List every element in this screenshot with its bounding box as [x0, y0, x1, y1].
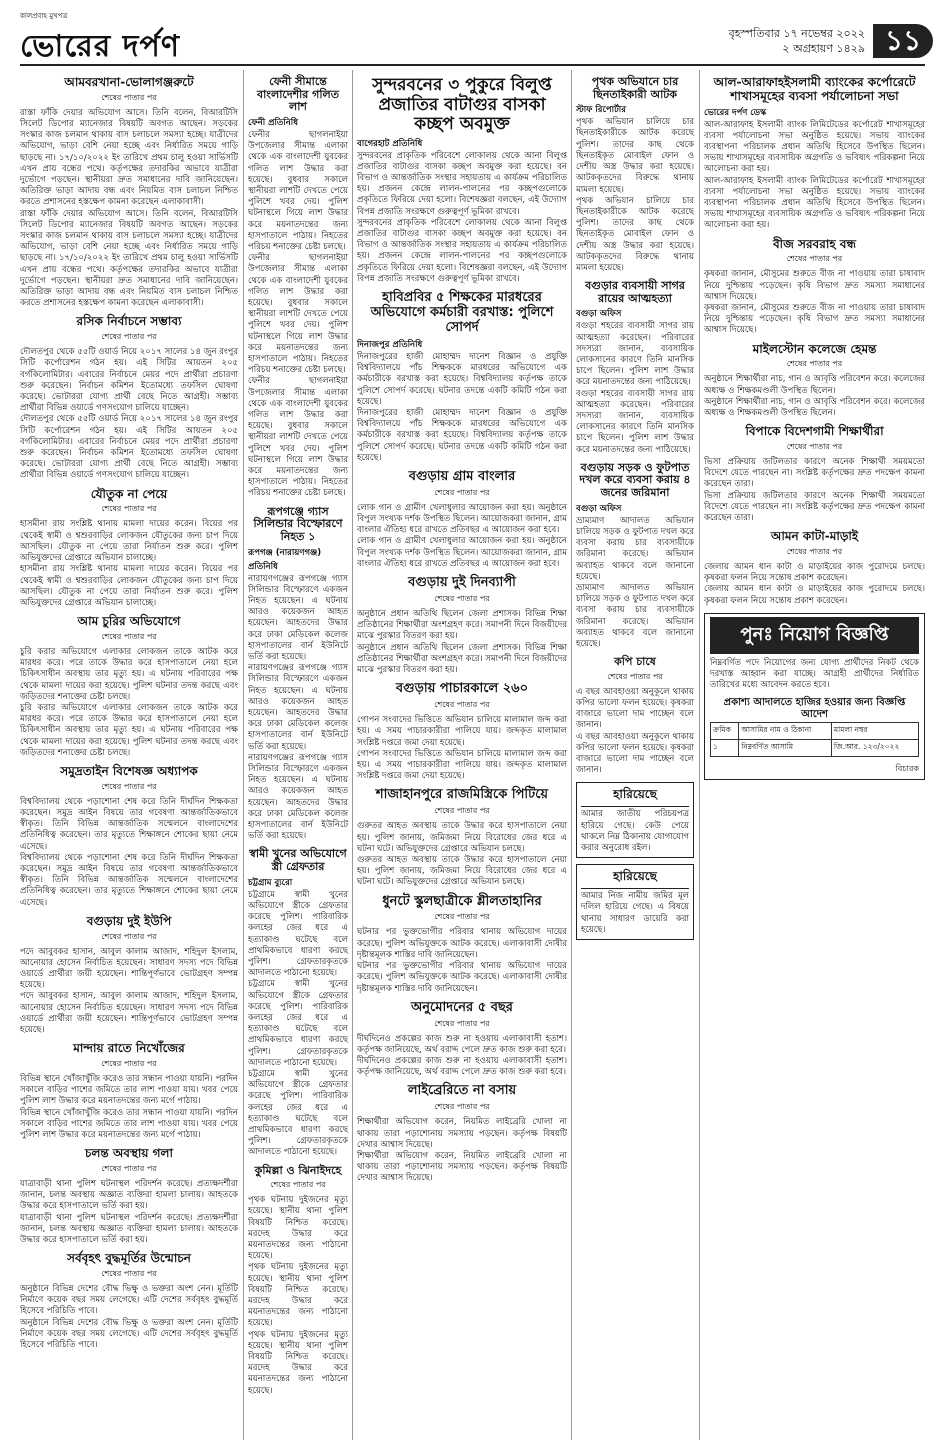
story-body: দৌলতপুর থেকে ৫৫টি ওয়ার্ড নিয়ে ২০১৭ সালের ১৪ জুন রংপুর সিটি কর্পোরেশন গঠন হয়। এই সিটির আয়তন ২০৫ বর্গকিলোমিটার। এবারের নির্বাচনে মেয়র পদে প্রার্থীরা প্রচারণা শুরু করেছেন। নির্বাচন কমিশন ইতোমধ্যে তফসিল ঘোষণা করেছে। ভোটাররা যোগ্য প্রার্থী বেছে নিতে আগ্রহী। সম্ভাব্য প্রার্থীরা বিভিন্ন ওয়ার্ডে গণসংযোগ চালিয়ে যাচ্ছেন। [20, 414, 238, 481]
news-story [704, 530, 925, 607]
story-body: গুরুতর আহত অবস্থায় তাকে উদ্ধার করে হাসপাতালে নেয়া হয়। পুলিশ জানায়, জমিজমা নিয়ে বিরোধের জের ধরে এ ঘটনা ঘটে। অভিযুক্তদের গ্রেপ্তারে অভিযান চলছে। [357, 821, 567, 854]
column-divider [571, 70, 572, 1440]
story-continuation: শেষের পাতার পর [101, 1269, 157, 1279]
story-body: পৃথক অভিযান চালিয়ে চার ছিনতাইকারীকে আটক করেছে পুলিশ। তাদের কাছ থেকে ছিনতাইকৃত মোবাইল ফোন ও দেশীয় অস্ত্র উদ্ধার করা হয়েছে। আটককৃতদের বিরুদ্ধে থানায় মামলা হয়েছে। [576, 117, 694, 195]
story-headline: আল-আরাফাহইসলামী ব্যাংকের কর্পোরেটে শাখাসমূহের ব্যবসা পর্যালোচনা সভা [713, 75, 916, 103]
story-body: চট্টগ্রামে স্বামী খুনের অভিযোগে স্ত্রীকে গ্রেফতার করেছে পুলিশ। পারিবারিক কলহের জের ধরে এ হত্যাকাণ্ড ঘটেছে বলে প্রাথমিকভাবে ধারণা করছে পুলিশ। গ্রেফতারকৃতকে আদালতে পাঠানো হয়েছে। [248, 1068, 348, 1158]
news-story [704, 238, 925, 337]
story-continuation: শেষের পাতার পর [270, 1180, 326, 1190]
story-body: অনুষ্ঠানে শিক্ষার্থীরা নাচ, গান ও আবৃত্তি পরিবেশন করে। কলেজের অধ্যক্ষ ও শিক্ষকমণ্ডলী উপস্থিত ছিলেন। [704, 396, 925, 419]
table-cell: ১ [711, 740, 739, 757]
news-story [704, 76, 925, 232]
story-headline: শাজাহানপুরে রাজমিস্ত্রিকে পিটিয়ে [375, 787, 549, 803]
story-body: অনুষ্ঠানে শিক্ষার্থীরা নাচ, গান ও আবৃত্তি পরিবেশন করে। কলেজের অধ্যক্ষ ও শিক্ষকমণ্ডলী উপস্থিত ছিলেন। [704, 374, 925, 396]
ad-subtitle: প্রকাশ্য আদালতে হাজির হওয়ার জন্য বিজ্ঞপ্তি আদেশ [723, 697, 906, 720]
news-story [357, 1001, 567, 1079]
news-story [576, 462, 694, 650]
story-continuation: শেষের পাতার পর [786, 442, 843, 452]
column-divider [699, 70, 700, 1440]
column-divider [352, 70, 353, 1440]
story-body: পৃথক ঘটনায় দুইজনের মৃত্যু হয়েছে। স্থানীয় থানা পুলিশ বিষয়টি নিশ্চিত করেছে। মরদেহ উদ্ধার করে ময়নাতদন্তের জন্য পাঠানো হয়েছে। [248, 1329, 348, 1396]
table-header-cell: মামলা নম্বর [831, 723, 918, 740]
lost-notice-heading: হারিয়েছে [581, 786, 689, 807]
news-story [248, 1165, 348, 1397]
story-body: সুন্দরবনের প্রাকৃতিক পরিবেশে লোকালয় থেকে আনা বিলুপ্ত প্রজাতির বাটাগুর বাসকা কচ্ছপ অবমুক্ত করা হয়েছে। বন বিভাগ ও আন্তর্জাতিক সংস্থার সহায়তায় এ কার্যক্রম পরিচালিত হয়। প্রজনন কেন্দ্রে লালন-পালনের পর কচ্ছপগুলোকে প্রকৃতিতে ফিরিয়ে দেয়া হলো। বিশেষজ্ঞরা বলছেন, এই উদ্যোগ বিপন্ন প্রজাতি সংরক্ষণে গুরুত্বপূর্ণ ভূমিকা রাখবে। [357, 217, 567, 284]
news-story [704, 343, 925, 420]
story-headline: ধুনটে স্কুলছাত্রীকে শ্লীলতাহানির [382, 893, 542, 909]
story-headline: হাবিপ্রবির ৫ শিক্ষকের মারধরের অভিযোগে কর্মচারী বরখাস্ত: পুলিশে সোপর্দ [370, 290, 554, 335]
story-body: নারায়ণগঞ্জের রূপগঞ্জে গ্যাস সিলিন্ডার বিস্ফোরণে একজন নিহত হয়েছেন। এ ঘটনায় আরও কয়েকজন আহত হয়েছেন। আহতদের উদ্ধার করে ঢাকা মেডিকেল কলেজ হাসপাতালের বার্ন ইউনিটে ভর্তি করা হয়েছে। [248, 573, 348, 662]
story-body: লোক গান ও গ্রামীণ খেলাধুলার আয়োজন করা হয়। অনুষ্ঠানে বিপুল সংখ্যক দর্শক উপস্থিত ছিলেন। আয়োজকরা জানান, গ্রাম বাংলার ঐতিহ্য ধরে রাখতে প্রতিবছর এ আয়োজন করা হবে। [357, 502, 567, 536]
story-body: পৃথক অভিযান চালিয়ে চার ছিনতাইকারীকে আটক করেছে পুলিশ। তাদের কাছ থেকে ছিনতাইকৃত মোবাইল ফোন ও দেশীয় অস্ত্র উদ্ধার করা হয়েছে। আটককৃতদের বিরুদ্ধে থানায় মামলা হয়েছে। [576, 195, 694, 273]
story-headline: যৌতুক না পেয়ে [90, 486, 168, 501]
date-bengali: ২ অগ্রহায়ণ ১৪২৯ [782, 42, 865, 55]
lost-notice [576, 864, 694, 940]
story-headline: বগুড়ার ব্যবসায়ী সাগর রায়ের আত্মহত্যা [585, 279, 685, 305]
story-headline: রূপগঞ্জে গ্যাস সিলিন্ডার বিস্ফোরণে নিহত ১ [253, 504, 343, 543]
news-story [357, 788, 567, 888]
story-body: এ বছর আবহাওয়া অনুকূলে থাকায় কপির ভালো ফলন হয়েছে। কৃষকরা বাজারে ভালো দাম পাচ্ছেন বলে জানান। [576, 731, 694, 776]
story-body: এ বছর আবহাওয়া অনুকূলে থাকায় কপির ভালো ফলন হয়েছে। কৃষকরা বাজারে ভালো দাম পাচ্ছেন বলে জানান। [576, 686, 694, 731]
story-body: দিনাজপুরের হাজী মোহাম্মদ দানেশ বিজ্ঞান ও প্রযুক্তি বিশ্ববিদ্যালয়ে পাঁচ শিক্ষককে মারধরের অভিযোগে এক কর্মচারীকে বরখাস্ত করা হয়েছে। বিশ্ববিদ্যালয় কর্তৃপক্ষ তাকে পুলিশে সোপর্দ করেছে। ঘটনার তদন্তে একটি কমিটি গঠন করা হয়েছে। [357, 351, 567, 407]
story-continuation: শেষের পাতার পর [434, 1018, 490, 1028]
story-body: চুরি করার অভিযোগে এলাকার লোকজন তাকে আটক করে মারধর করে। পরে তাকে উদ্ধার করে হাসপাতালে নেয়া হলে চিকিৎসাধীন অবস্থায় তার মৃত্যু হয়। এ ঘটনায় পরিবারের পক্ষ থেকে মামলা দায়ের করা হয়েছে। পুলিশ ঘটনার তদন্ত করছে এবং জড়িতদের শনাক্তের চেষ্টা চলছে। [20, 702, 238, 758]
story-continuation: শেষের পাতার পর [101, 332, 157, 342]
news-story [20, 765, 238, 909]
news-story [20, 1147, 238, 1246]
story-headline: আম চুরির অভিযোগে [77, 614, 181, 629]
story-headline: সুন্দরবনের ৩ পুকুরে বিলুপ্ত প্রজাতির বাটাগুর বাসকা কচ্ছপ অবমুক্ত [372, 75, 552, 135]
story-body: ফেনীর ছাগলনাইয়া উপজেলার সীমান্ত এলাকা থেকে এক বাংলাদেশী যুবকের গলিত লাশ উদ্ধার করা হয়েছে। বুধবার সকালে স্থানীয়রা লাশটি দেখতে পেয়ে পুলিশে খবর দেয়। পুলিশ ঘটনাস্থলে গিয়ে লাশ উদ্ধার করে ময়নাতদন্তের জন্য হাসপাতালে পাঠায়। নিহতের পরিচয় শনাক্তের চেষ্টা চলছে। [248, 253, 348, 376]
ad-table [710, 722, 919, 757]
story-continuation: শেষের পাতার পর [607, 671, 663, 681]
story-body: দৌলতপুর থেকে ৫৫টি ওয়ার্ড নিয়ে ২০১৭ সালের ১৪ জুন রংপুর সিটি কর্পোরেশন গঠন হয়। এই সিটির আয়তন ২০৫ বর্গকিলোমিটার। এবারের নির্বাচনে মেয়র পদে প্রার্থীরা প্রচারণা শুরু করেছেন। নির্বাচন কমিশন ইতোমধ্যে তফসিল ঘোষণা করেছে। ভোটাররা যোগ্য প্রার্থী বেছে নিতে আগ্রহী। সম্ভাব্য প্রার্থীরা বিভিন্ন ওয়ার্ডে গণসংযোগ চালিয়ে যাচ্ছেন। [20, 347, 238, 414]
story-headline: চলন্ত অবস্থায় গলা [85, 1146, 173, 1161]
story-byline: স্টাফ রিপোর্টার [576, 105, 626, 116]
story-headline: বগুড়ায় পাচারকালে ২৬০ [395, 681, 529, 697]
story-continuation: শেষের পাতার পর [434, 806, 490, 816]
column-3 [357, 70, 567, 1191]
news-story [576, 76, 694, 274]
news-story [20, 488, 238, 609]
story-body: হাসমীনা রায় সংশ্লিষ্ট থানায় মামলা দায়ের করেন। বিয়ের পর থেকেই স্বামী ও শ্বশুরবাড়ির লোকজন যৌতুকের জন্য চাপ দিয়ে আসছিল। যৌতুক না পেয়ে তারা নির্যাতন শুরু করে। পুলিশ অভিযুক্তদের গ্রেপ্তারে অভিযান চালাচ্ছে। [20, 564, 238, 608]
story-continuation: শেষের পাতার পর [786, 547, 843, 557]
story-body: সুন্দরবনের প্রাকৃতিক পরিবেশে লোকালয় থেকে আনা বিলুপ্ত প্রজাতির বাটাগুর বাসকা কচ্ছপ অবমুক্ত করা হয়েছে। বন বিভাগ ও আন্তর্জাতিক সংস্থার সহায়তায় এ কার্যক্রম পরিচালিত হয়। প্রজনন কেন্দ্রে লালন-পালনের পর কচ্ছপগুলোকে প্রকৃতিতে ফিরিয়ে দেয়া হলো। বিশেষজ্ঞরা বলছেন, এই উদ্যোগ বিপন্ন প্রজাতি সংরক্ষণে গুরুত্বপূর্ণ ভূমিকা রাখবে। [357, 150, 567, 217]
story-body: যাত্রাবাড়ী থানা পুলিশ ঘটনাস্থল পরিদর্শন করেছে। প্রত্যক্ষদর্শীরা জানান, চলন্ত অবস্থায় অজ্ঞাত ব্যক্তিরা হামলা চালায়। আহতকে উদ্ধার করে হাসপাতালে ভর্তি করা হয়। [20, 1212, 238, 1246]
news-story [357, 895, 567, 995]
story-continuation: শেষের পাতার পর [101, 931, 157, 941]
story-body: হাসমীনা রায় সংশ্লিষ্ট থানায় মামলা দায়ের করেন। বিয়ের পর থেকেই স্বামী ও শ্বশুরবাড়ির লোকজন যৌতুকের জন্য চাপ দিয়ে আসছিল। যৌতুক না পেয়ে তারা নির্যাতন শুরু করে। পুলিশ অভিযুক্তদের গ্রেপ্তারে অভিযান চালাচ্ছে। [20, 519, 238, 564]
story-body: লোক গান ও গ্রামীণ খেলাধুলার আয়োজন করা হয়। অনুষ্ঠানে বিপুল সংখ্যক দর্শক উপস্থিত ছিলেন। আয়োজকরা জানান, গ্রাম বাংলার ঐতিহ্য ধরে রাখতে প্রতিবছর এ আয়োজন করা হবে। [357, 536, 567, 569]
story-byline: বাগেরহাট প্রতিনিধি [357, 138, 423, 149]
story-headline: বগুড়ায় সড়ক ও ফুটপাত দখল করে ব্যবসা করায় ৪ জনের জরিমানা [579, 460, 691, 500]
story-headline: বগুড়ায় দুই ইউপি [86, 913, 172, 928]
story-headline: মাইলস্টোন কলেজে হেমন্ত [752, 341, 877, 356]
recruitment-ad [704, 613, 925, 781]
ad-body: নিম্নবর্ণিত পদে নিয়োগের জন্য যোগ্য প্রার্থীদের নিকট থেকে দরখাস্ত আহ্বান করা যাচ্ছে। আগ্রহী প্রার্থীদের নির্ধারিত তারিখের মধ্যে আবেদন করতে হবে। [710, 657, 919, 691]
news-story [357, 470, 567, 570]
news-story [357, 291, 567, 464]
news-story [357, 1084, 567, 1184]
masthead [0, 0, 945, 70]
story-continuation: শেষের পাতার পর [434, 912, 490, 922]
ad-signature: বিচারক [895, 764, 919, 774]
story-continuation: শেষের পাতার পর [101, 1164, 157, 1173]
lost-notice-heading: হারিয়েছে [581, 868, 689, 889]
story-body: জেলায় আমন ধান কাটা ও মাড়াইয়ের কাজ পুরোদমে চলছে। কৃষকরা ফলন নিয়ে সন্তোষ প্রকাশ করেছেন। [704, 562, 925, 584]
story-body: চট্টগ্রামে স্বামী খুনের অভিযোগে স্ত্রীকে গ্রেফতার করেছে পুলিশ। পারিবারিক কলহের জের ধরে এ হত্যাকাণ্ড ঘটেছে বলে প্রাথমিকভাবে ধারণা করছে পুলিশ। গ্রেফতারকৃতকে আদালতে পাঠানো হয়েছে। [248, 889, 348, 979]
news-story [248, 506, 348, 843]
story-byline: ভোরের দর্পণ ডেস্ক [704, 107, 767, 118]
story-body: রাস্তা ফাঁকি দেয়ার অভিযোগ আসে। তিনি বলেন, বিআরটিসি সিলেট ডিপোর ম্যানেজার বিষয়টি অবগত আছেন। সড়কের সংস্কার কাজ চলমান থাকায় বাস চলাচলে সমস্যা হচ্ছে। যাত্রীদের অভিযোগ, ভাড়া বেশি নেয়া হচ্ছে এবং নির্ধারিত সময়ে গাড়ি ছাড়ছে না। ১৭/১০/২০২২ ইং তারিখে প্রথম চালু হওয়া সার্ভিসটি এখন প্রায় বন্ধের পথে। কর্তৃপক্ষের তদারকির অভাবে যাত্রীরা দুর্ভোগে পড়ছেন। স্থানীয়রা দ্রুত সমাধানের দাবি জানিয়েছেন। অতিরিক্ত ভাড়া আদায় বন্ধ এবং নিয়মিত বাস চলাচল নিশ্চিত করতে প্রশাসনের হস্তক্ষেপ কামনা করেছেন এলাকাবাসী। [20, 107, 238, 208]
table-header-cell: আসামির নাম ও ঠিকানা [739, 723, 832, 740]
story-headline: কপি চাষে [614, 655, 656, 669]
story-body: পদে আবুবকর হাসান, আবুল কালাম আজাদ, শহিদুল ইসলাম, আনোয়ার হোসেন নির্বাচিত হয়েছেন। সাধারণ সদস্য পদে বিভিন্ন ওয়ার্ডে প্রার্থীরা জয়ী হয়েছেন। শান্তিপূর্ণভাবে ভোটগ্রহণ সম্পন্ন হয়েছে। [20, 946, 238, 991]
story-body: আল-আরাফাহ ইসলামী ব্যাংক লিমিটেডের কর্পোরেট শাখাসমূহের ব্যবসা পর্যালোচনা সভা অনুষ্ঠিত হয়েছে। সভায় ব্যাংকের ব্যবস্থাপনা পরিচালক প্রধান অতিথি হিসেবে উপস্থিত ছিলেন। সভায় শাখাসমূহের ব্যবসায়িক অগ্রগতি ও ভবিষ্যৎ পরিকল্পনা নিয়ে আলোচনা করা হয়। [704, 119, 925, 175]
story-body: কৃষকরা জানান, মৌসুমের শুরুতে বীজ না পাওয়ায় তারা চাষাবাদ নিয়ে দুশ্চিন্তায় পড়েছেন। কৃষি বিভাগ দ্রুত সমস্যা সমাধানের আশ্বাস দিয়েছে। [704, 303, 925, 336]
story-headline: স্বামী খুনের অভিযোগে স্ত্রী গ্রেফতার [249, 847, 347, 874]
column-4 [576, 70, 694, 940]
story-body: অনুষ্ঠানে বিভিন্ন দেশের বৌদ্ধ ভিক্ষু ও ভক্তরা অংশ নেন। মূর্তিটি নির্মাণে কয়েক বছর সময় লেগেছে। এটি দেশের সর্ববৃহৎ বুদ্ধমূর্তি হিসেবে পরিচিতি পাবে। [20, 1317, 238, 1351]
news-story [357, 682, 567, 782]
story-headline: আমবরখানা-ভোলাগঞ্জরুটে [64, 75, 194, 89]
story-body: বগুড়া শহরের ব্যবসায়ী সাগর রায় আত্মহত্যা করেছেন। পরিবারের সদস্যরা জানান, ব্যবসায়িক লোকসানের কারণে তিনি মানসিক চাপে ছিলেন। পুলিশ লাশ উদ্ধার করে ময়নাতদন্তের জন্য পাঠিয়েছে। [576, 388, 694, 455]
story-body: ভিসা প্রক্রিয়ায় জটিলতার কারণে অনেক শিক্ষার্থী সময়মতো বিদেশে যেতে পারছেন না। সংশ্লিষ্ট কর্তৃপক্ষের দ্রুত পদক্ষেপ কামনা করেছেন তারা। [704, 490, 925, 524]
story-byline: রূপগঞ্জ (নারায়ণগঞ্জ) প্রতিনিধি [248, 547, 322, 572]
story-body: গোপন সংবাদের ভিত্তিতে অভিযান চালিয়ে মালামাল জব্দ করা হয়। এ সময় পাচারকারীরা পালিয়ে যায়। জব্দকৃত মালামাল সংশ্লিষ্ট দপ্তরে জমা দেয়া হয়েছে। [357, 715, 567, 748]
story-body: আল-আরাফাহ ইসলামী ব্যাংক লিমিটেডের কর্পোরেট শাখাসমূহের ব্যবসা পর্যালোচনা সভা অনুষ্ঠিত হয়েছে। সভায় ব্যাংকের ব্যবস্থাপনা পরিচালক প্রধান অতিথি হিসেবে উপস্থিত ছিলেন। সভায় শাখাসমূহের ব্যবসায়িক অগ্রগতি ও ভবিষ্যৎ পরিকল্পনা নিয়ে আলোচনা করা হয়। [704, 175, 925, 231]
story-headline: লাইব্রেরিতে না বসায় [407, 1083, 517, 1099]
news-story [576, 280, 694, 456]
news-story [576, 656, 694, 776]
story-body: বিভিন্ন স্থানে খোঁজাখুঁজি করেও তার সন্ধান পাওয়া যায়নি। পরদিন সকালে বাড়ির পাশের জমিতে তার লাশ পাওয়া যায়। খবর পেয়ে পুলিশ লাশ উদ্ধার করে ময়নাতদন্তের জন্য মর্গে পাঠায়। [20, 1107, 238, 1140]
news-story [248, 76, 348, 500]
story-byline: ফেনী প্রতিনিধি [248, 117, 298, 128]
date-gregorian: বৃহস্পতিবার ১৭ নভেম্বর ২০২২ [728, 27, 865, 40]
table-cell: জি.আর. ১২৩/২০২২ [831, 740, 918, 757]
story-headline: কুমিল্লা ও ঝিনাইদহে [254, 1163, 342, 1177]
story-body: ভিসা প্রক্রিয়ায় জটিলতার কারণে অনেক শিক্ষার্থী সময়মতো বিদেশে যেতে পারছেন না। সংশ্লিষ্ট কর্তৃপক্ষের দ্রুত পদক্ষেপ কামনা করেছেন তারা। [704, 457, 925, 490]
story-byline: দিনাজপুর প্রতিনিধি [357, 339, 423, 350]
story-body: দীর্ঘদিনেও প্রকল্পের কাজ শুরু না হওয়ায় এলাকাবাসী হতাশ। কর্তৃপক্ষ জানিয়েছে, অর্থ বরাদ্দ পেলে দ্রুত কাজ শুরু করা হবে। [357, 1033, 567, 1055]
story-body: গোপন সংবাদের ভিত্তিতে অভিযান চালিয়ে মালামাল জব্দ করা হয়। এ সময় পাচারকারীরা পালিয়ে যায়। জব্দকৃত মালামাল সংশ্লিষ্ট দপ্তরে জমা দেয়া হয়েছে। [357, 748, 567, 782]
story-body: অনুষ্ঠানে বিভিন্ন দেশের বৌদ্ধ ভিক্ষু ও ভক্তরা অংশ নেন। মূর্তিটি নির্মাণে কয়েক বছর সময় লেগেছে। এটি দেশের সর্ববৃহৎ বুদ্ধমূর্তি হিসেবে পরিচিতি পাবে। [20, 1284, 238, 1317]
news-story [357, 576, 567, 676]
story-headline: সমুদ্রতাইন বিশেষজ্ঞ অধ্যাপক [60, 763, 198, 778]
story-continuation: শেষের পাতার পর [434, 1102, 490, 1112]
story-continuation: শেষের পাতার পর [101, 631, 157, 641]
story-body: কৃষকরা জানান, মৌসুমের শুরুতে বীজ না পাওয়ায় তারা চাষাবাদ নিয়ে দুশ্চিন্তায় পড়েছেন। কৃষি বিভাগ দ্রুত সমস্যা সমাধানের আশ্বাস দিয়েছে। [704, 269, 925, 302]
story-body: নারায়ণগঞ্জের রূপগঞ্জে গ্যাস সিলিন্ডার বিস্ফোরণে একজন নিহত হয়েছেন। এ ঘটনায় আরও কয়েকজন আহত হয়েছেন। আহতদের উদ্ধার করে ঢাকা মেডিকেল কলেজ হাসপাতালের বার্ন ইউনিটে ভর্তি করা হয়েছে। [248, 752, 348, 842]
news-story [704, 425, 925, 524]
lost-notice-body: আমার জাতীয় পরিচয়পত্র হারিয়ে গেছে। কেউ পেয়ে থাকলে নিম্ন ঠিকানায় যোগাযোগ করার অনুরোধ রইল। [581, 809, 689, 854]
story-body: ঘটনার পর ভুক্তভোগীর পরিবার থানায় অভিযোগ দায়ের করেছে। পুলিশ অভিযুক্তকে আটক করেছে। এলাকাবাসী দোষীর দৃষ্টান্তমূলক শাস্তির দাবি জানিয়েছেন। [357, 927, 567, 960]
story-body: অনুষ্ঠানে প্রধান অতিথি ছিলেন জেলা প্রশাসক। বিভিন্ন শিক্ষা প্রতিষ্ঠানের শিক্ষার্থীরা অংশগ্রহণ করে। সমাপনী দিনে বিজয়ীদের মাঝে পুরস্কার বিতরণ করা হয়। [357, 642, 567, 676]
story-body: পৃথক ঘটনায় দুইজনের মৃত্যু হয়েছে। স্থানীয় থানা পুলিশ বিষয়টি নিশ্চিত করেছে। মরদেহ উদ্ধার করে ময়নাতদন্তের জন্য পাঠানো হয়েছে। [248, 1262, 348, 1329]
story-body: বিশ্ববিদ্যালয় থেকে পড়াশোনা শেষ করে তিনি দীর্ঘদিন শিক্ষকতা করেছেন। সমুদ্র আইন বিষয়ে তার গবেষণা আন্তর্জাতিকভাবে স্বীকৃত। তিনি বিভিন্ন আন্তর্জাতিক সম্মেলনে বাংলাদেশের প্রতিনিধিত্ব করেছেন। তার মৃত্যুতে শিক্ষাঙ্গনে শোকের ছায়া নেমে এসেছে। [20, 796, 238, 852]
story-body: ভ্রাম্যমাণ আদালত অভিযান চালিয়ে সড়ক ও ফুটপাত দখল করে ব্যবসা করায় চার ব্যবসায়ীকে জরিমানা করেছে। অভিযান অব্যাহত থাকবে বলে জানানো হয়েছে। [576, 582, 694, 649]
story-body: পৃথক ঘটনায় দুইজনের মৃত্যু হয়েছে। স্থানীয় থানা পুলিশ বিষয়টি নিশ্চিত করেছে। মরদেহ উদ্ধার করে ময়নাতদন্তের জন্য পাঠানো হয়েছে। [248, 1195, 348, 1262]
column-2 [248, 70, 348, 1403]
story-body: শিক্ষার্থীরা অভিযোগ করেন, নিয়মিত লাইব্রেরি খোলা না থাকায় তারা পড়াশোনায় সমস্যায় পড়ছেন। কর্তৃপক্ষ বিষয়টি দেখার আশ্বাস দিয়েছে। [357, 1117, 567, 1150]
story-continuation: শেষের পাতার পর [434, 487, 490, 497]
column-divider [243, 70, 244, 1440]
story-body: দিনাজপুরের হাজী মোহাম্মদ দানেশ বিজ্ঞান ও প্রযুক্তি বিশ্ববিদ্যালয়ে পাঁচ শিক্ষককে মারধরের অভিযোগে এক কর্মচারীকে বরখাস্ত করা হয়েছে। বিশ্ববিদ্যালয় কর্তৃপক্ষ তাকে পুলিশে সোপর্দ করেছে। ঘটনার তদন্তে একটি কমিটি গঠন করা হয়েছে। [357, 407, 567, 463]
story-body: বগুড়া শহরের ব্যবসায়ী সাগর রায় আত্মহত্যা করেছেন। পরিবারের সদস্যরা জানান, ব্যবসায়িক লোকসানের কারণে তিনি মানসিক চাপে ছিলেন। পুলিশ লাশ উদ্ধার করে ময়নাতদন্তের জন্য পাঠিয়েছে। [576, 321, 694, 388]
story-body: জেলায় আমন ধান কাটা ও মাড়াইয়ের কাজ পুরোদমে চলছে। কৃষকরা ফলন নিয়ে সন্তোষ প্রকাশ করেছেন। [704, 584, 925, 606]
news-story [20, 76, 238, 309]
story-headline: সর্ববৃহৎ বুদ্ধমূর্তির উন্মোচন [67, 1251, 191, 1266]
story-headline: মান্দায় রাতে নিখোঁজের [73, 1041, 185, 1056]
news-story [248, 848, 348, 1158]
story-continuation: শেষের পাতার পর [101, 781, 157, 791]
news-story [20, 1252, 238, 1351]
date-block [729, 26, 865, 56]
story-continuation: শেষের পাতার পর [434, 594, 490, 604]
story-body: অনুষ্ঠানে প্রধান অতিথি ছিলেন জেলা প্রশাসক। বিভিন্ন শিক্ষা প্রতিষ্ঠানের শিক্ষার্থীরা অংশগ্রহণ করে। সমাপনী দিনে বিজয়ীদের মাঝে পুরস্কার বিতরণ করা হয়। [357, 609, 567, 642]
column-1 [20, 70, 238, 1357]
story-continuation: শেষের পাতার পর [101, 504, 157, 514]
page-number: ১১ [873, 24, 933, 58]
story-headline: রসিক নির্বাচনে সম্ভাব্য [76, 314, 182, 329]
news-story [20, 615, 238, 759]
story-body: গুরুতর আহত অবস্থায় তাকে উদ্ধার করে হাসপাতালে নেয়া হয়। পুলিশ জানায়, জমিজমা নিয়ে বিরোধের জের ধরে এ ঘটনা ঘটে। অভিযুক্তদের গ্রেপ্তারে অভিযান চলছে। [357, 854, 567, 888]
lost-notice [576, 782, 694, 858]
story-headline: অনুমোদনের ৫ বছর [411, 999, 513, 1015]
story-headline: বগুড়ায় দুই দিনব্যাপী [408, 575, 516, 591]
story-byline: বগুড়া অফিস [576, 309, 622, 320]
table-header-cell: ক্রমিক [711, 723, 739, 740]
story-body: চট্টগ্রামে স্বামী খুনের অভিযোগে স্ত্রীকে গ্রেফতার করেছে পুলিশ। পারিবারিক কলহের জের ধরে এ হত্যাকাণ্ড ঘটেছে বলে প্রাথমিকভাবে ধারণা করছে পুলিশ। গ্রেফতারকৃতকে আদালতে পাঠানো হয়েছে। [248, 979, 348, 1068]
newspaper-name: ভোরের দর্পণ [20, 29, 180, 64]
story-continuation: শেষের পাতার পর [434, 700, 490, 710]
news-story [20, 315, 238, 481]
story-byline: চট্টগ্রাম ব্যুরো [248, 877, 293, 888]
story-continuation: শেষের পাতার পর [101, 92, 157, 102]
story-continuation: শেষের পাতার পর [101, 1058, 157, 1068]
story-body: যাত্রাবাড়ী থানা পুলিশ ঘটনাস্থল পরিদর্শন করেছে। প্রত্যক্ষদর্শীরা জানান, চলন্ত অবস্থায় অজ্ঞাত ব্যক্তিরা হামলা চালায়। আহতকে উদ্ধার করে হাসপাতালে ভর্তি করা হয়। [20, 1179, 238, 1212]
story-byline: বগুড়া অফিস [576, 503, 622, 514]
story-headline: আমন কাটা-মাড়াই [770, 529, 859, 544]
news-story [20, 1042, 238, 1141]
story-body: দীর্ঘদিনেও প্রকল্পের কাজ শুরু না হওয়ায় এলাকাবাসী হতাশ। কর্তৃপক্ষ জানিয়েছে, অর্থ বরাদ্দ পেলে দ্রুত কাজ শুরু করা হবে। [357, 1056, 567, 1078]
story-body: ফেনীর ছাগলনাইয়া উপজেলার সীমান্ত এলাকা থেকে এক বাংলাদেশী যুবকের গলিত লাশ উদ্ধার করা হয়েছে। বুধবার সকালে স্থানীয়রা লাশটি দেখতে পেয়ে পুলিশে খবর দেয়। পুলিশ ঘটনাস্থলে গিয়ে লাশ উদ্ধার করে ময়নাতদন্তের জন্য হাসপাতালে পাঠায়। নিহতের পরিচয় শনাক্তের চেষ্টা চলছে। [248, 129, 348, 252]
story-headline: বীজ সরবরাহ বন্ধ [773, 236, 856, 251]
story-body: চুরি করার অভিযোগে এলাকার লোকজন তাকে আটক করে মারধর করে। পরে তাকে উদ্ধার করে হাসপাতালে নেয়া হলে চিকিৎসাধীন অবস্থায় তার মৃত্যু হয়। এ ঘটনায় পরিবারের পক্ষ থেকে মামলা দায়ের করা হয়েছে। পুলিশ ঘটনার তদন্ত করছে এবং জড়িতদের শনাক্তের চেষ্টা চলছে। [20, 646, 238, 702]
story-body: রাস্তা ফাঁকি দেয়ার অভিযোগ আসে। তিনি বলেন, বিআরটিসি সিলেট ডিপোর ম্যানেজার বিষয়টি অবগত আছেন। সড়কের সংস্কার কাজ চলমান থাকায় বাস চলাচলে সমস্যা হচ্ছে। যাত্রীদের অভিযোগ, ভাড়া বেশি নেয়া হচ্ছে এবং নির্ধারিত সময়ে গাড়ি ছাড়ছে না। ১৭/১০/২০২২ ইং তারিখে প্রথম চালু হওয়া সার্ভিসটি এখন প্রায় বন্ধের পথে। কর্তৃপক্ষের তদারকির অভাবে যাত্রীরা দুর্ভোগে পড়ছেন। স্থানীয়রা দ্রুত সমাধানের দাবি জানিয়েছেন। অতিরিক্ত ভাড়া আদায় বন্ধ এবং নিয়মিত বাস চলাচল নিশ্চিত করতে প্রশাসনের হস্তক্ষেপ কামনা করেছেন এলাকাবাসী। [20, 208, 238, 309]
news-story [20, 915, 238, 1036]
table-cell: নিম্নবর্ণিত আসামি [739, 740, 832, 757]
story-body: বিশ্ববিদ্যালয় থেকে পড়াশোনা শেষ করে তিনি দীর্ঘদিন শিক্ষকতা করেছেন। সমুদ্র আইন বিষয়ে তার গবেষণা আন্তর্জাতিকভাবে স্বীকৃত। তিনি বিভিন্ন আন্তর্জাতিক সম্মেলনে বাংলাদেশের প্রতিনিধিত্ব করেছেন। তার মৃত্যুতে শিক্ষাঙ্গনে শোকের ছায়া নেমে এসেছে। [20, 852, 238, 908]
story-body: বিভিন্ন স্থানে খোঁজাখুঁজি করেও তার সন্ধান পাওয়া যায়নি। পরদিন সকালে বাড়ির পাশের জমিতে তার লাশ পাওয়া যায়। খবর পেয়ে পুলিশ লাশ উদ্ধার করে ময়নাতদন্তের জন্য মর্গে পাঠায়। [20, 1073, 238, 1107]
news-story [357, 76, 567, 285]
story-headline: বিপাকে বিদেশগামী শিক্ষার্থীরা [745, 424, 884, 439]
story-body: ফেনীর ছাগলনাইয়া উপজেলার সীমান্ত এলাকা থেকে এক বাংলাদেশী যুবকের গলিত লাশ উদ্ধার করা হয়েছে। বুধবার সকালে স্থানীয়রা লাশটি দেখতে পেয়ে পুলিশে খবর দেয়। পুলিশ ঘটনাস্থলে গিয়ে লাশ উদ্ধার করে ময়নাতদন্তের জন্য হাসপাতালে পাঠায়। নিহতের পরিচয় শনাক্তের চেষ্টা চলছে। [248, 376, 348, 499]
ad-title: পুনঃ নিয়োগ বিজ্ঞপ্তি [710, 617, 919, 654]
story-body: নারায়ণগঞ্জের রূপগঞ্জে গ্যাস সিলিন্ডার বিস্ফোরণে একজন নিহত হয়েছেন। এ ঘটনায় আরও কয়েকজন আহত হয়েছেন। আহতদের উদ্ধার করে ঢাকা মেডিকেল কলেজ হাসপাতালের বার্ন ইউনিটে ভর্তি করা হয়েছে। [248, 663, 348, 752]
story-continuation: শেষের পাতার পর [786, 359, 843, 369]
column-5 [704, 70, 925, 780]
story-headline: বগুড়ায় গ্রাম বাংলার [408, 468, 516, 484]
masthead-rule [20, 64, 925, 66]
story-body: পদে আবুবকর হাসান, আবুল কালাম আজাদ, শহিদুল ইসলাম, আনোয়ার হোসেন নির্বাচিত হয়েছেন। সাধারণ সদস্য পদে বিভিন্ন ওয়ার্ডে প্রার্থীরা জয়ী হয়েছেন। শান্তিপূর্ণভাবে ভোটগ্রহণ সম্পন্ন হয়েছে। [20, 991, 238, 1035]
lost-notice-body: আমার নিজ নামীয় জমির মূল দলিল হারিয়ে গেছে। এ বিষয়ে থানায় সাধারণ ডায়েরি করা হয়েছে। [581, 891, 689, 935]
story-body: ঘটনার পর ভুক্তভোগীর পরিবার থানায় অভিযোগ দায়ের করেছে। পুলিশ অভিযুক্তকে আটক করেছে। এলাকাবাসী দোষীর দৃষ্টান্তমূলক শাস্তির দাবি জানিয়েছেন। [357, 961, 567, 994]
story-headline: পৃথক অভিযানে চার ছিনতাইকারী আটক [591, 75, 679, 101]
story-body: শিক্ষার্থীরা অভিযোগ করেন, নিয়মিত লাইব্রেরি খোলা না থাকায় তারা পড়াশোনায় সমস্যায় পড়ছেন। কর্তৃপক্ষ বিষয়টি দেখার আশ্বাস দিয়েছে। [357, 1151, 567, 1184]
story-body: ভ্রাম্যমাণ আদালত অভিযান চালিয়ে সড়ক ও ফুটপাত দখল করে ব্যবসা করায় চার ব্যবসায়ীকে জরিমানা করেছে। অভিযান অব্যাহত থাকবে বলে জানানো হয়েছে। [576, 515, 694, 582]
story-continuation: শেষের পাতার পর [786, 254, 843, 264]
logo-tagline: কালপ্রবাহ মুখপত্র [20, 12, 68, 20]
story-headline: ফেনী সীমান্তে বাংলাদেশীর গলিত লাশ [257, 75, 339, 114]
